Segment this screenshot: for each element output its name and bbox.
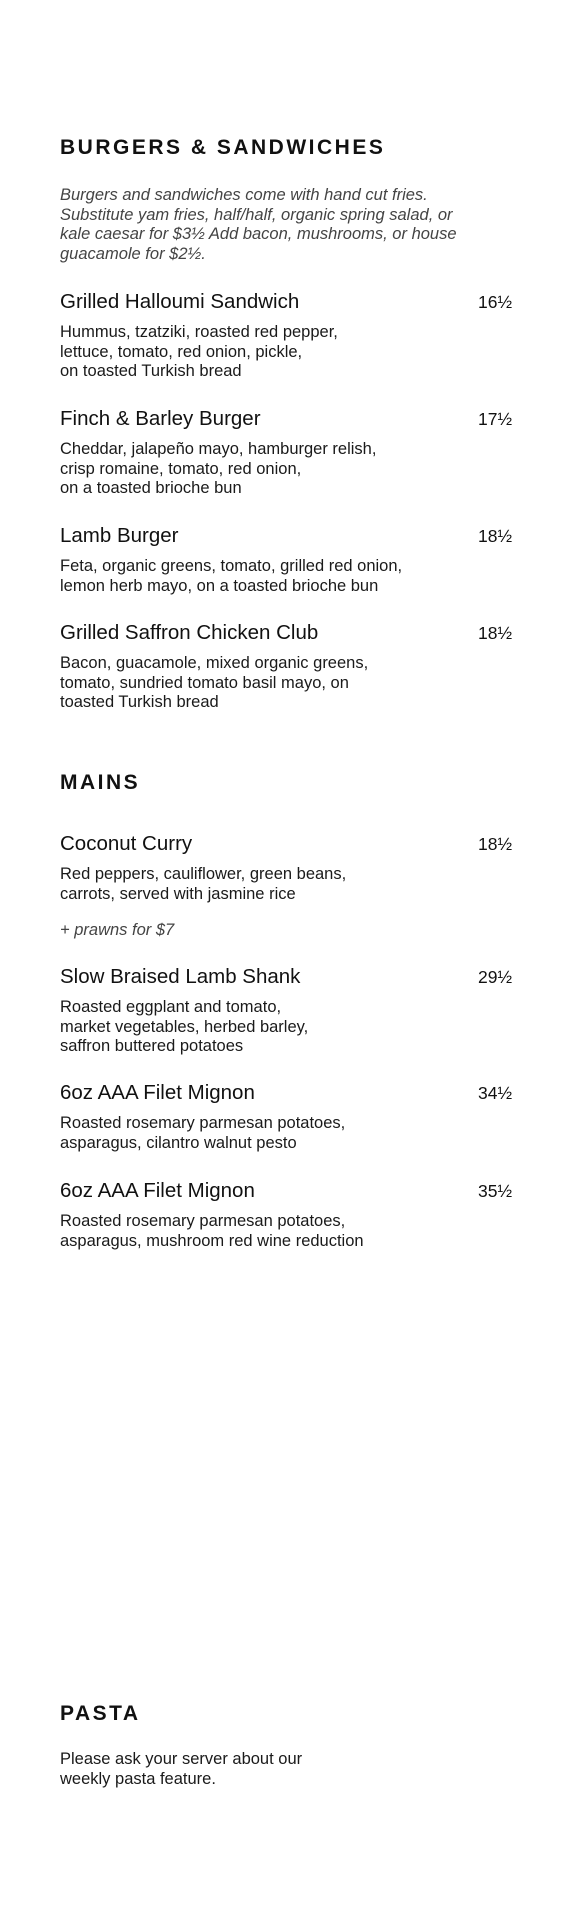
item-name: Finch & Barley Burger (60, 407, 261, 430)
item-price: 18½ (478, 526, 513, 546)
item-description: Hummus, tzatziki, roasted red pepper, lettuce, tomato, red onion, pickle, on toasted Turkish bread (60, 323, 338, 380)
item-name: Grilled Saffron Chicken Club (60, 621, 319, 644)
item-name: 6oz AAA Filet Mignon (60, 1179, 255, 1202)
item-description: Feta, organic greens, tomato, grilled red onion, lemon herb mayo, on a toasted brioche bun (60, 557, 403, 595)
section-intro-burgers: Burgers and sandwiches come with hand cut fries. Substitute yam fries, half/half, organic spring salad, or kale caesar for $3½ Add bacon, mushrooms, or house guacamole for $2½. (60, 186, 457, 263)
section-title-pasta: PASTA (60, 1702, 141, 1725)
pasta-note: Please ask your server about our weekly pasta feature. (60, 1750, 303, 1788)
menu-item (60, 406, 530, 499)
item-price: 34½ (478, 1083, 513, 1103)
item-addon: + prawns for $7 (60, 921, 175, 939)
item-description: Cheddar, jalapeño mayo, hamburger relish, crisp romaine, tomato, red onion, on a toasted brioche bun (60, 440, 377, 497)
item-description: Roasted rosemary parmesan potatoes, asparagus, cilantro walnut pesto (60, 1114, 346, 1152)
item-price: 18½ (478, 623, 513, 643)
item-price: 35½ (478, 1181, 513, 1201)
item-price: 17½ (478, 409, 513, 429)
item-name: Slow Braised Lamb Shank (60, 965, 301, 988)
item-name: Coconut Curry (60, 832, 193, 855)
item-description: Bacon, guacamole, mixed organic greens, tomato, sundried tomato basil mayo, on toasted Turkish bread (60, 654, 369, 711)
item-description: Red peppers, cauliflower, green beans, carrots, served with jasmine rice (60, 865, 347, 903)
section-title-burgers: BURGERS & SANDWICHES (60, 136, 386, 159)
menu-item (60, 620, 530, 713)
item-name: Lamb Burger (60, 524, 179, 547)
menu-item (60, 1178, 530, 1251)
item-name: Grilled Halloumi Sandwich (60, 290, 300, 313)
item-description: Roasted eggplant and tomato, market vegetables, herbed barley, saffron buttered potatoes (60, 998, 309, 1055)
menu-item (60, 1080, 530, 1153)
item-price: 18½ (478, 834, 513, 854)
item-name: 6oz AAA Filet Mignon (60, 1081, 255, 1104)
item-description: Roasted rosemary parmesan potatoes, asparagus, mushroom red wine reduction (60, 1212, 364, 1250)
item-price: 29½ (478, 967, 513, 987)
section-title-mains: MAINS (60, 771, 141, 794)
menu-item (60, 831, 530, 941)
menu-item (60, 523, 530, 596)
menu-item (60, 964, 530, 1057)
item-price: 16½ (478, 292, 513, 312)
menu-item (60, 289, 530, 382)
